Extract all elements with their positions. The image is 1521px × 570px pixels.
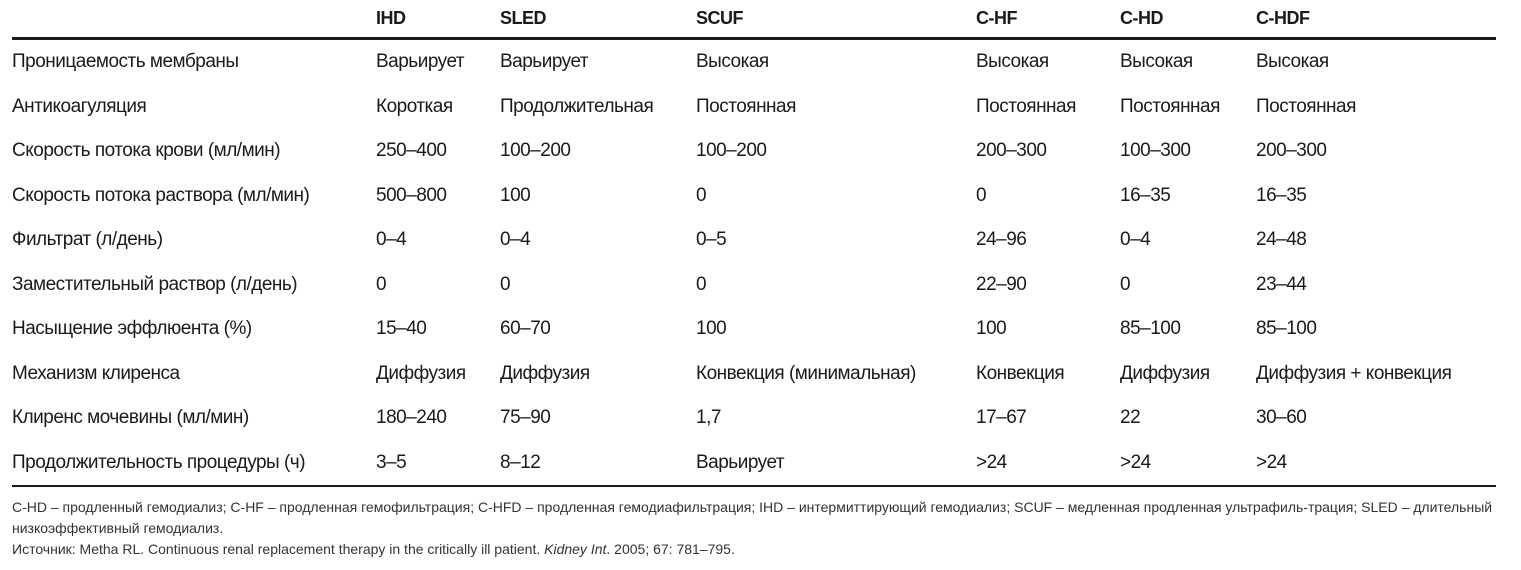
table-cell: 0–4	[500, 229, 531, 251]
table-cell: Постоянная	[976, 95, 1076, 117]
table-cell: Постоянная	[1120, 95, 1220, 117]
table-cell: 0	[376, 273, 387, 295]
row-label: Клиренс мочевины (мл/мин)	[12, 407, 249, 429]
table-cell: 8–12	[500, 441, 696, 487]
table-cell: 0	[976, 184, 987, 206]
table-cell: 100	[976, 318, 1007, 340]
table-cell: Конвекция	[976, 362, 1065, 384]
table-cell: 100	[500, 184, 531, 206]
table-cell: Высокая	[696, 51, 769, 73]
table-cell: >24	[976, 441, 1120, 487]
abbreviations-note: C-HD – продленный гемодиализ; C-HF – продленная гемофильтрация; C-HFD – продленная гемодиафильтрация; IHD – интермиттирующий гемодиализ; SCUF – медленная продленная ультрафиль-трация; SLED – длительный низкоэффективный гемодиализ.	[12, 499, 1493, 536]
row-label: Заместительный раствор (л/день)	[12, 273, 298, 295]
table-cell: 1,7	[696, 407, 721, 429]
table-cell: 30–60	[1256, 407, 1307, 429]
table-cell: 3–5	[376, 441, 500, 487]
table-row	[12, 174, 1496, 219]
table-cell: 0–4	[376, 229, 407, 251]
table-cell: 0–4	[1120, 229, 1151, 251]
row-label: Скорость потока раствора (мл/мин)	[12, 184, 310, 206]
table-cell: Высокая	[1256, 51, 1329, 73]
table-cell: 16–35	[1256, 184, 1307, 206]
row-label: Проницаемость мембраны	[12, 51, 239, 73]
row-label: Продолжительность процедуры (ч)	[12, 441, 376, 487]
table-cell: 180–240	[376, 407, 447, 429]
table-cell: Варьирует	[500, 51, 589, 73]
table-cell: Высокая	[1120, 51, 1193, 73]
column-header-c-hf: C-HF	[976, 0, 1120, 39]
table-cell: 24–48	[1256, 229, 1307, 251]
table-cell: 60–70	[500, 318, 551, 340]
table-cell: 100–300	[1120, 140, 1191, 162]
table-cell: >24	[1256, 441, 1496, 487]
column-header-ihd: IHD	[376, 0, 500, 39]
table-row	[12, 396, 1496, 441]
table-row	[12, 263, 1496, 308]
table-cell: 22	[1120, 407, 1141, 429]
table-cell: 85–100	[1120, 318, 1181, 340]
table-cell: 100–200	[696, 140, 767, 162]
table-cell: 17–67	[976, 407, 1027, 429]
table-cell: Диффузия + конвекция	[1256, 362, 1452, 384]
table-cell: 16–35	[1120, 184, 1171, 206]
source-suffix: . 2005; 67: 781–795.	[606, 541, 735, 557]
table-cell: 15–40	[376, 318, 427, 340]
table-row	[12, 129, 1496, 174]
table-row	[12, 39, 1496, 85]
table-cell: Диффузия	[376, 362, 466, 384]
table-row	[12, 307, 1496, 352]
table-cell: 100–200	[500, 140, 571, 162]
column-header-c-hd: C-HD	[1120, 0, 1256, 39]
table-cell: Короткая	[376, 95, 453, 117]
table-row	[12, 352, 1496, 397]
table-cell: Варьирует	[376, 51, 465, 73]
table-notes	[12, 497, 1496, 560]
column-header-c-hdf: C-HDF	[1256, 0, 1496, 39]
table-cell: Продолжительная	[500, 95, 654, 117]
table-cell: 0	[696, 184, 707, 206]
table-cell: Постоянная	[696, 95, 796, 117]
page	[12, 0, 1496, 560]
table-cell: Диффузия	[1120, 362, 1210, 384]
source-journal: Kidney Int	[544, 541, 607, 557]
table-row	[12, 441, 1496, 487]
table-cell: 24–96	[976, 229, 1027, 251]
table-row	[12, 218, 1496, 263]
table-cell: 75–90	[500, 407, 551, 429]
table-row	[12, 85, 1496, 130]
table-cell: 0–5	[696, 229, 727, 251]
row-label: Механизм клиренса	[12, 362, 180, 384]
row-label: Скорость потока крови (мл/мин)	[12, 140, 281, 162]
table-cell: 23–44	[1256, 273, 1307, 295]
table-cell: 22–90	[976, 273, 1027, 295]
table-cell: 250–400	[376, 140, 447, 162]
comparison-table	[12, 0, 1496, 487]
table-cell: Варьирует	[696, 441, 976, 487]
table-body	[12, 39, 1496, 487]
table-cell: 200–300	[976, 140, 1047, 162]
row-label: Фильтрат (л/день)	[12, 229, 163, 251]
table-cell: 0	[1120, 273, 1131, 295]
source-note	[12, 539, 1496, 560]
source-prefix: Источник: Metha RL. Continuous renal replacement therapy in the critically ill patient.	[12, 541, 541, 557]
table-cell: 100	[696, 318, 727, 340]
row-label: Антикоагуляция	[12, 95, 147, 117]
column-header-scuf: SCUF	[696, 0, 976, 39]
table-cell: 500–800	[376, 184, 447, 206]
table-cell: Конвекция (минимальная)	[696, 362, 916, 384]
table-cell: 0	[500, 273, 511, 295]
table-cell: Диффузия	[500, 362, 590, 384]
table-cell: Высокая	[976, 51, 1049, 73]
column-header-parameter	[12, 0, 376, 39]
table-cell: 200–300	[1256, 140, 1327, 162]
column-header-sled: SLED	[500, 0, 696, 39]
row-label: Насыщение эффлюента (%)	[12, 318, 252, 340]
table-cell: 85–100	[1256, 318, 1317, 340]
table-cell: >24	[1120, 441, 1256, 487]
table-header-row	[12, 0, 1496, 39]
table-cell: 0	[696, 273, 707, 295]
table-cell: Постоянная	[1256, 95, 1356, 117]
